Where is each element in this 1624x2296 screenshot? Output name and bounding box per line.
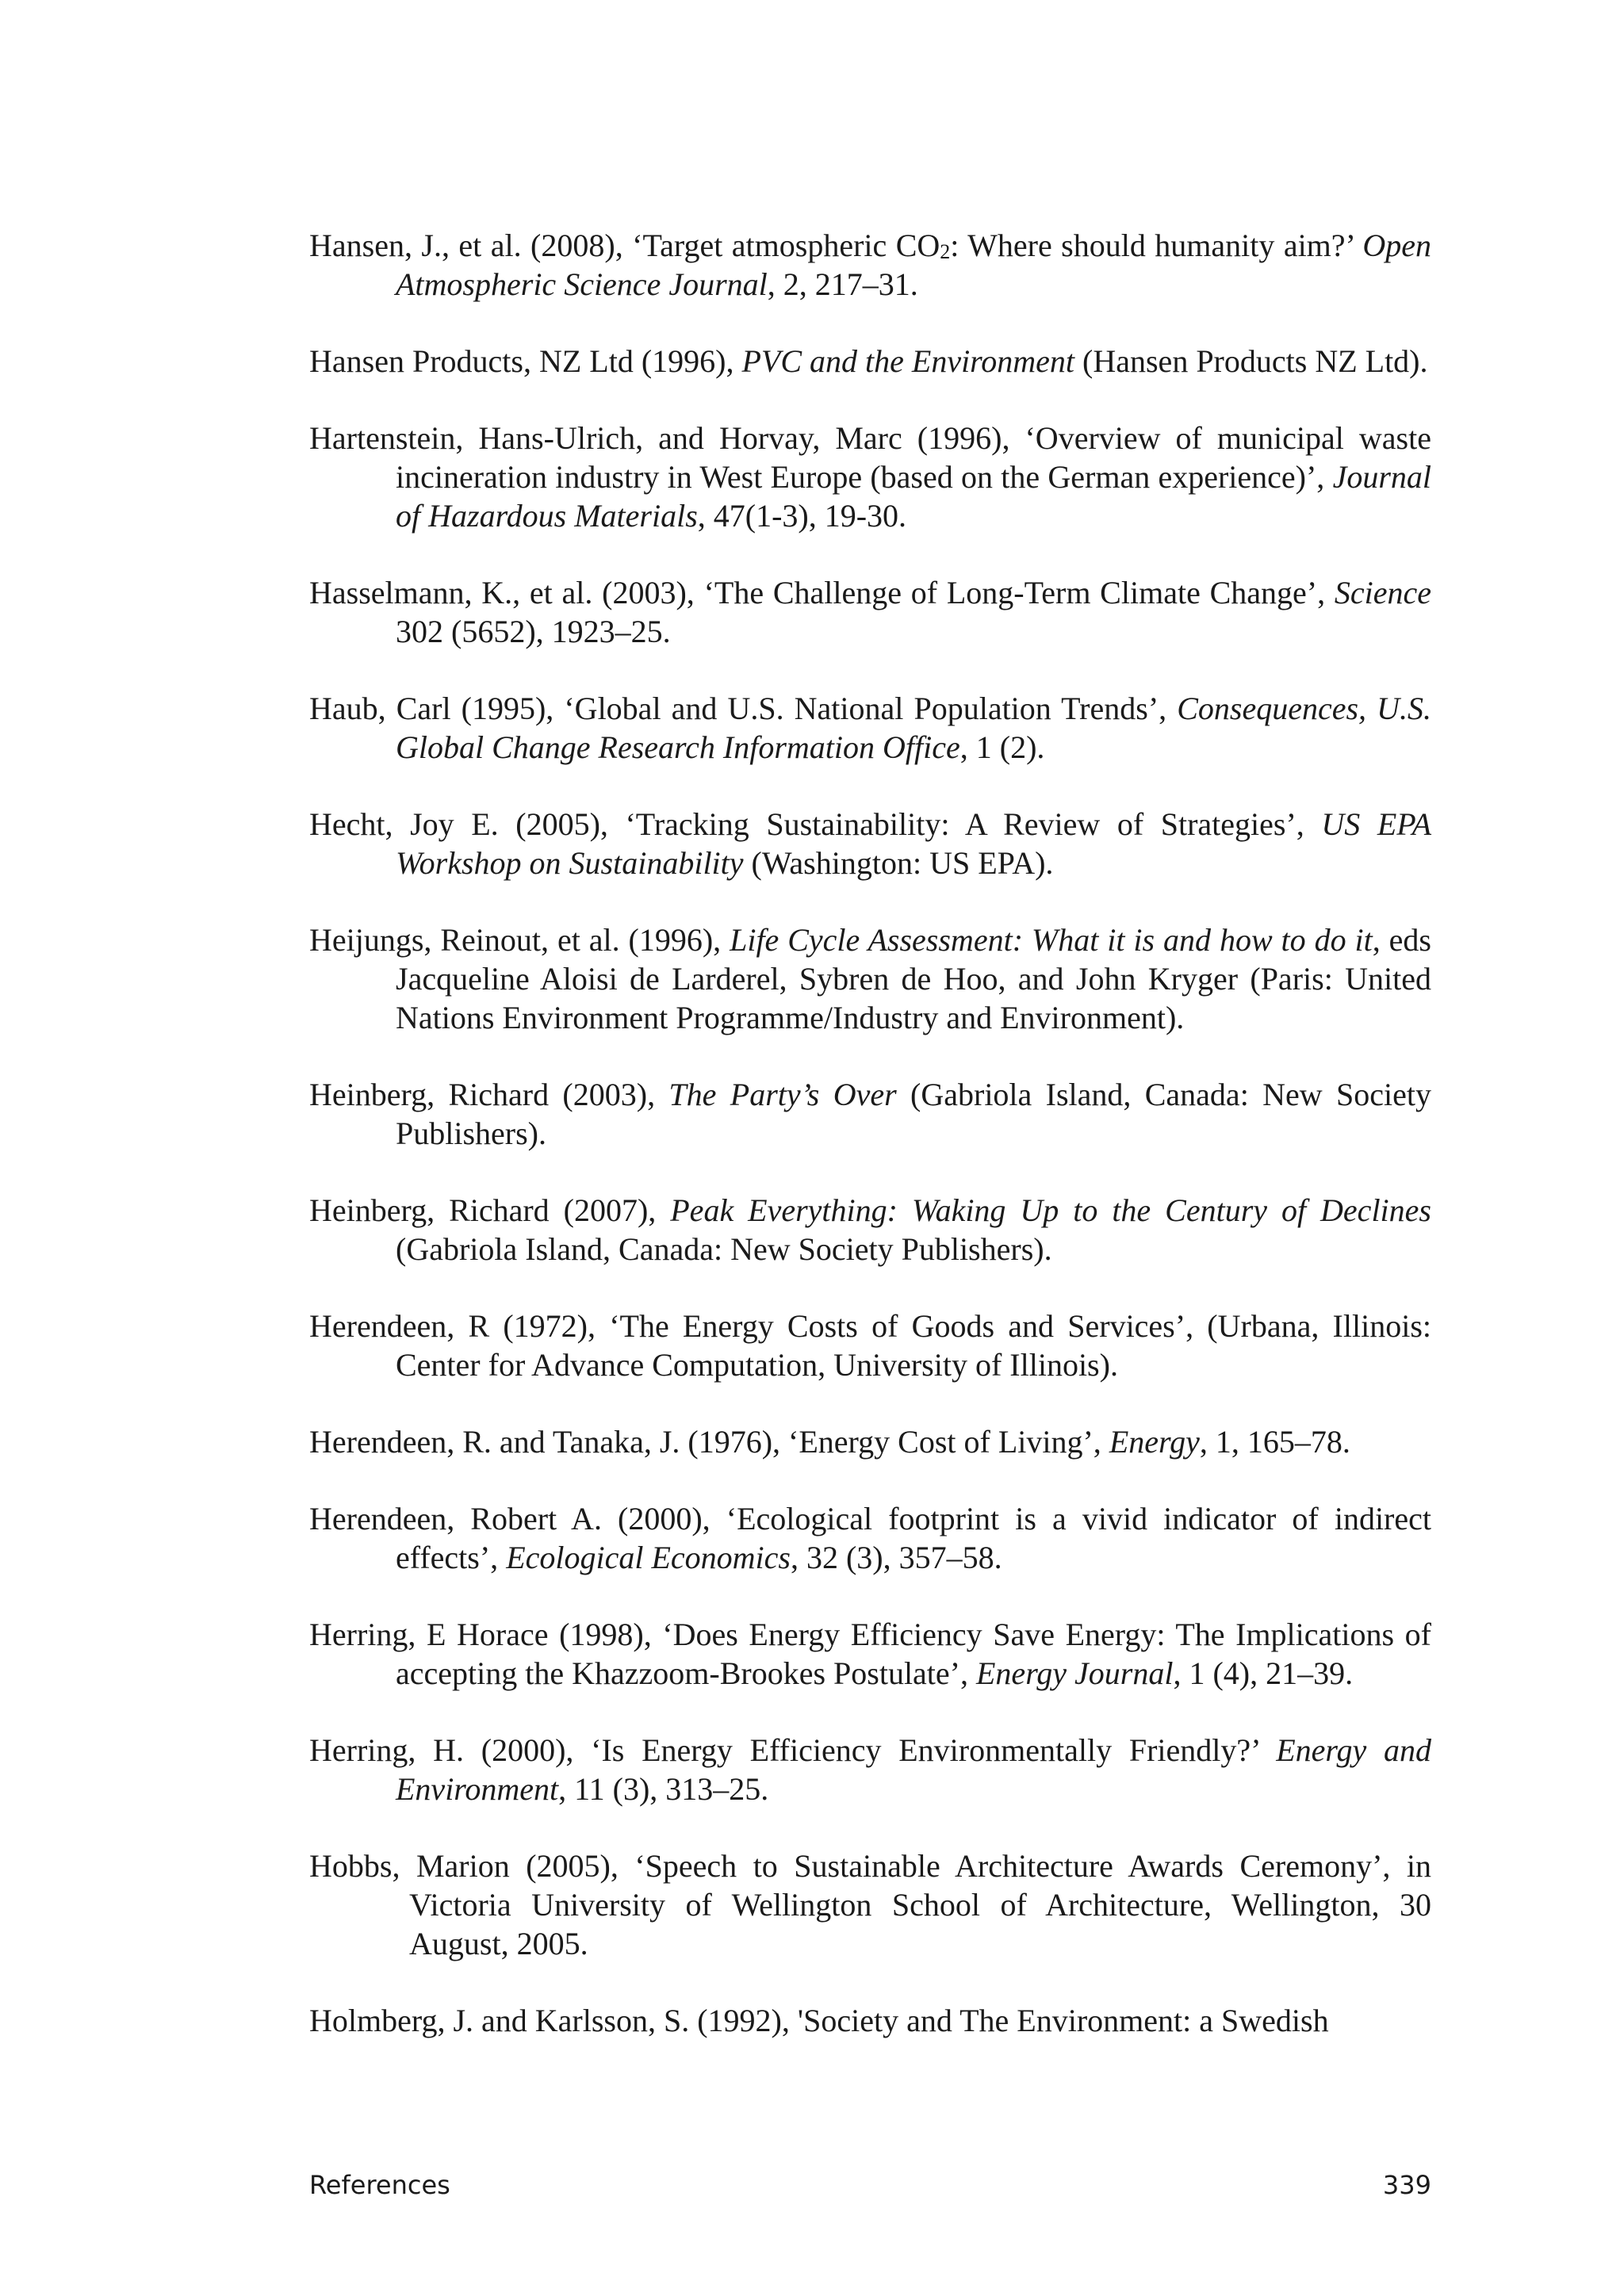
reference-list [309, 226, 1431, 2040]
reference-entry: Herring, E Horace (1998), ‘Does Energy Efficiency Save Energy: The Implications of accepting the Khazzoom-Brookes Postulate’, Energy Journal, 1 (4), 21–39. [309, 1617, 1431, 1691]
reference-entry: Heijungs, Reinout, et al. (1996), Life Cycle Assessment: What it is and how to do it, eds Jacqueline Aloisi de Larderel, Sybren de Hoo, and John Kryger (Paris: United Nations Environment Programme/Industry and Environment). [309, 922, 1431, 1035]
reference-entry: Hansen Products, NZ Ltd (1996), PVC and the Environment (Hansen Products NZ Ltd). [309, 343, 1428, 379]
reference-entry: Heinberg, Richard (2003), The Party’s Over (Gabriola Island, Canada: New Society Publishers). [309, 1077, 1432, 1151]
reference-entry: Herendeen, R (1972), ‘The Energy Costs of Goods and Services’, (Urbana, Illinois: Center for Advance Computation, University of Illinois). [309, 1308, 1431, 1383]
page-number: 339 [1382, 2170, 1431, 2200]
reference-entry: Haub, Carl (1995), ‘Global and U.S. National Population Trends’, Consequences, U.S. Global Change Research Information Office, 1 (2). [309, 691, 1432, 765]
footer-section-title: References [309, 2170, 450, 2200]
reference-entry: Herendeen, Robert A. (2000), ‘Ecological footprint is a vivid indicator of indirect effects’, Ecological Economics, 32 (3), 357–58. [309, 1501, 1431, 1575]
reference-entry: Hansen, J., et al. (2008), ‘Target atmospheric $CO_2$: Where should humanity aim?’ Open Atmospheric Science Journal, 2, 217–31. [309, 228, 1431, 302]
reference-entry: Herring, H. (2000), ‘Is Energy Efficiency Environmentally Friendly?’ Energy and Environment, 11 (3), 313–25. [309, 1732, 1432, 1807]
reference-entry: Hobbs, Marion (2005), ‘Speech to Sustainable Architecture Awards Ceremony’, in Victoria University of Wellington School of Architecture, Wellington, 30 August, 2005. [309, 1848, 1431, 1961]
reference-entry: Holmberg, J. and Karlsson, S. (1992), 'Society and The Environment: a Swedish [309, 2003, 1329, 2038]
reference-entry: Hartenstein, Hans-Ulrich, and Horvay, Marc (1996), ‘Overview of municipal waste incineration industry in West Europe (based on the German experience)’, Journal of Hazardous Materials, 47(1-3), 19-30. [309, 420, 1431, 534]
reference-entry: Hecht, Joy E. (2005), ‘Tracking Sustainability: A Review of Strategies’, US EPA Workshop on Sustainability (Washington: US EPA). [309, 806, 1432, 881]
reference-entry: Hasselmann, K., et al. (2003), ‘The Challenge of Long-Term Climate Change’, Science 302 (5652), 1923–25. [309, 575, 1431, 649]
reference-entry: Heinberg, Richard (2007), Peak Everything: Waking Up to the Century of Declines (Gabriola Island, Canada: New Society Publishers). [309, 1192, 1431, 1267]
reference-entry: Herendeen, R. and Tanaka, J. (1976), ‘Energy Cost of Living’, Energy, 1, 165–78. [309, 1424, 1350, 1460]
